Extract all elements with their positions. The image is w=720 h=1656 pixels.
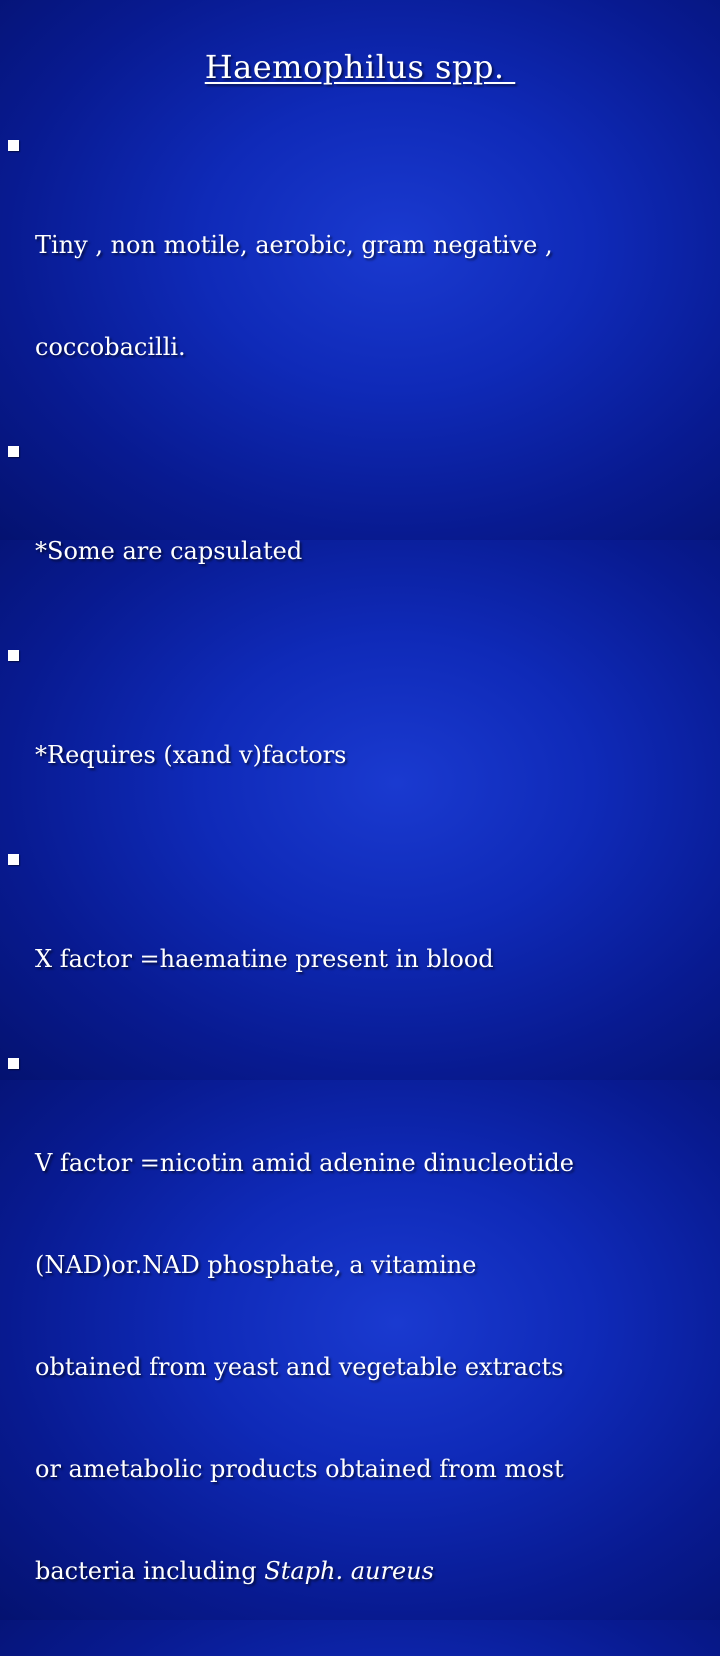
bullet-item-2	[8, 432, 714, 636]
square-bullet-icon	[8, 446, 19, 457]
bullet-text: *Requires (xand v)factors	[35, 741, 347, 769]
bullet-text: (NAD)or.NAD phosphate, a vitamine	[35, 1251, 477, 1279]
bullet-list	[8, 126, 714, 1656]
species-name: Staph. aureus	[264, 1557, 434, 1585]
bullet-text-last-line	[35, 1554, 714, 1588]
square-bullet-icon	[8, 1058, 19, 1069]
bullet-text: bacteria including	[35, 1557, 265, 1585]
bullet-item-1	[8, 126, 714, 432]
square-bullet-icon	[8, 140, 19, 151]
slide-title: Haemophilus spp.	[204, 48, 516, 86]
bullet-text: obtained from yeast and vegetable extracts	[35, 1353, 564, 1381]
bullet-text: coccobacilli.	[35, 333, 186, 361]
bullet-item-3	[8, 636, 714, 840]
bullet-item-5	[8, 1044, 714, 1656]
bullet-text: or ametabolic products obtained from most	[35, 1455, 564, 1483]
square-bullet-icon	[8, 650, 19, 661]
bullet-item-4	[8, 840, 714, 1044]
square-bullet-icon	[8, 854, 19, 865]
bullet-text: V factor =nicotin amid adenine dinucleotide	[35, 1149, 574, 1177]
bullet-text: Tiny , non motile, aerobic, gram negative ,	[35, 231, 553, 259]
bullet-text: X factor =haematine present in blood	[35, 945, 494, 973]
bullet-text: *Some are capsulated	[35, 537, 303, 565]
